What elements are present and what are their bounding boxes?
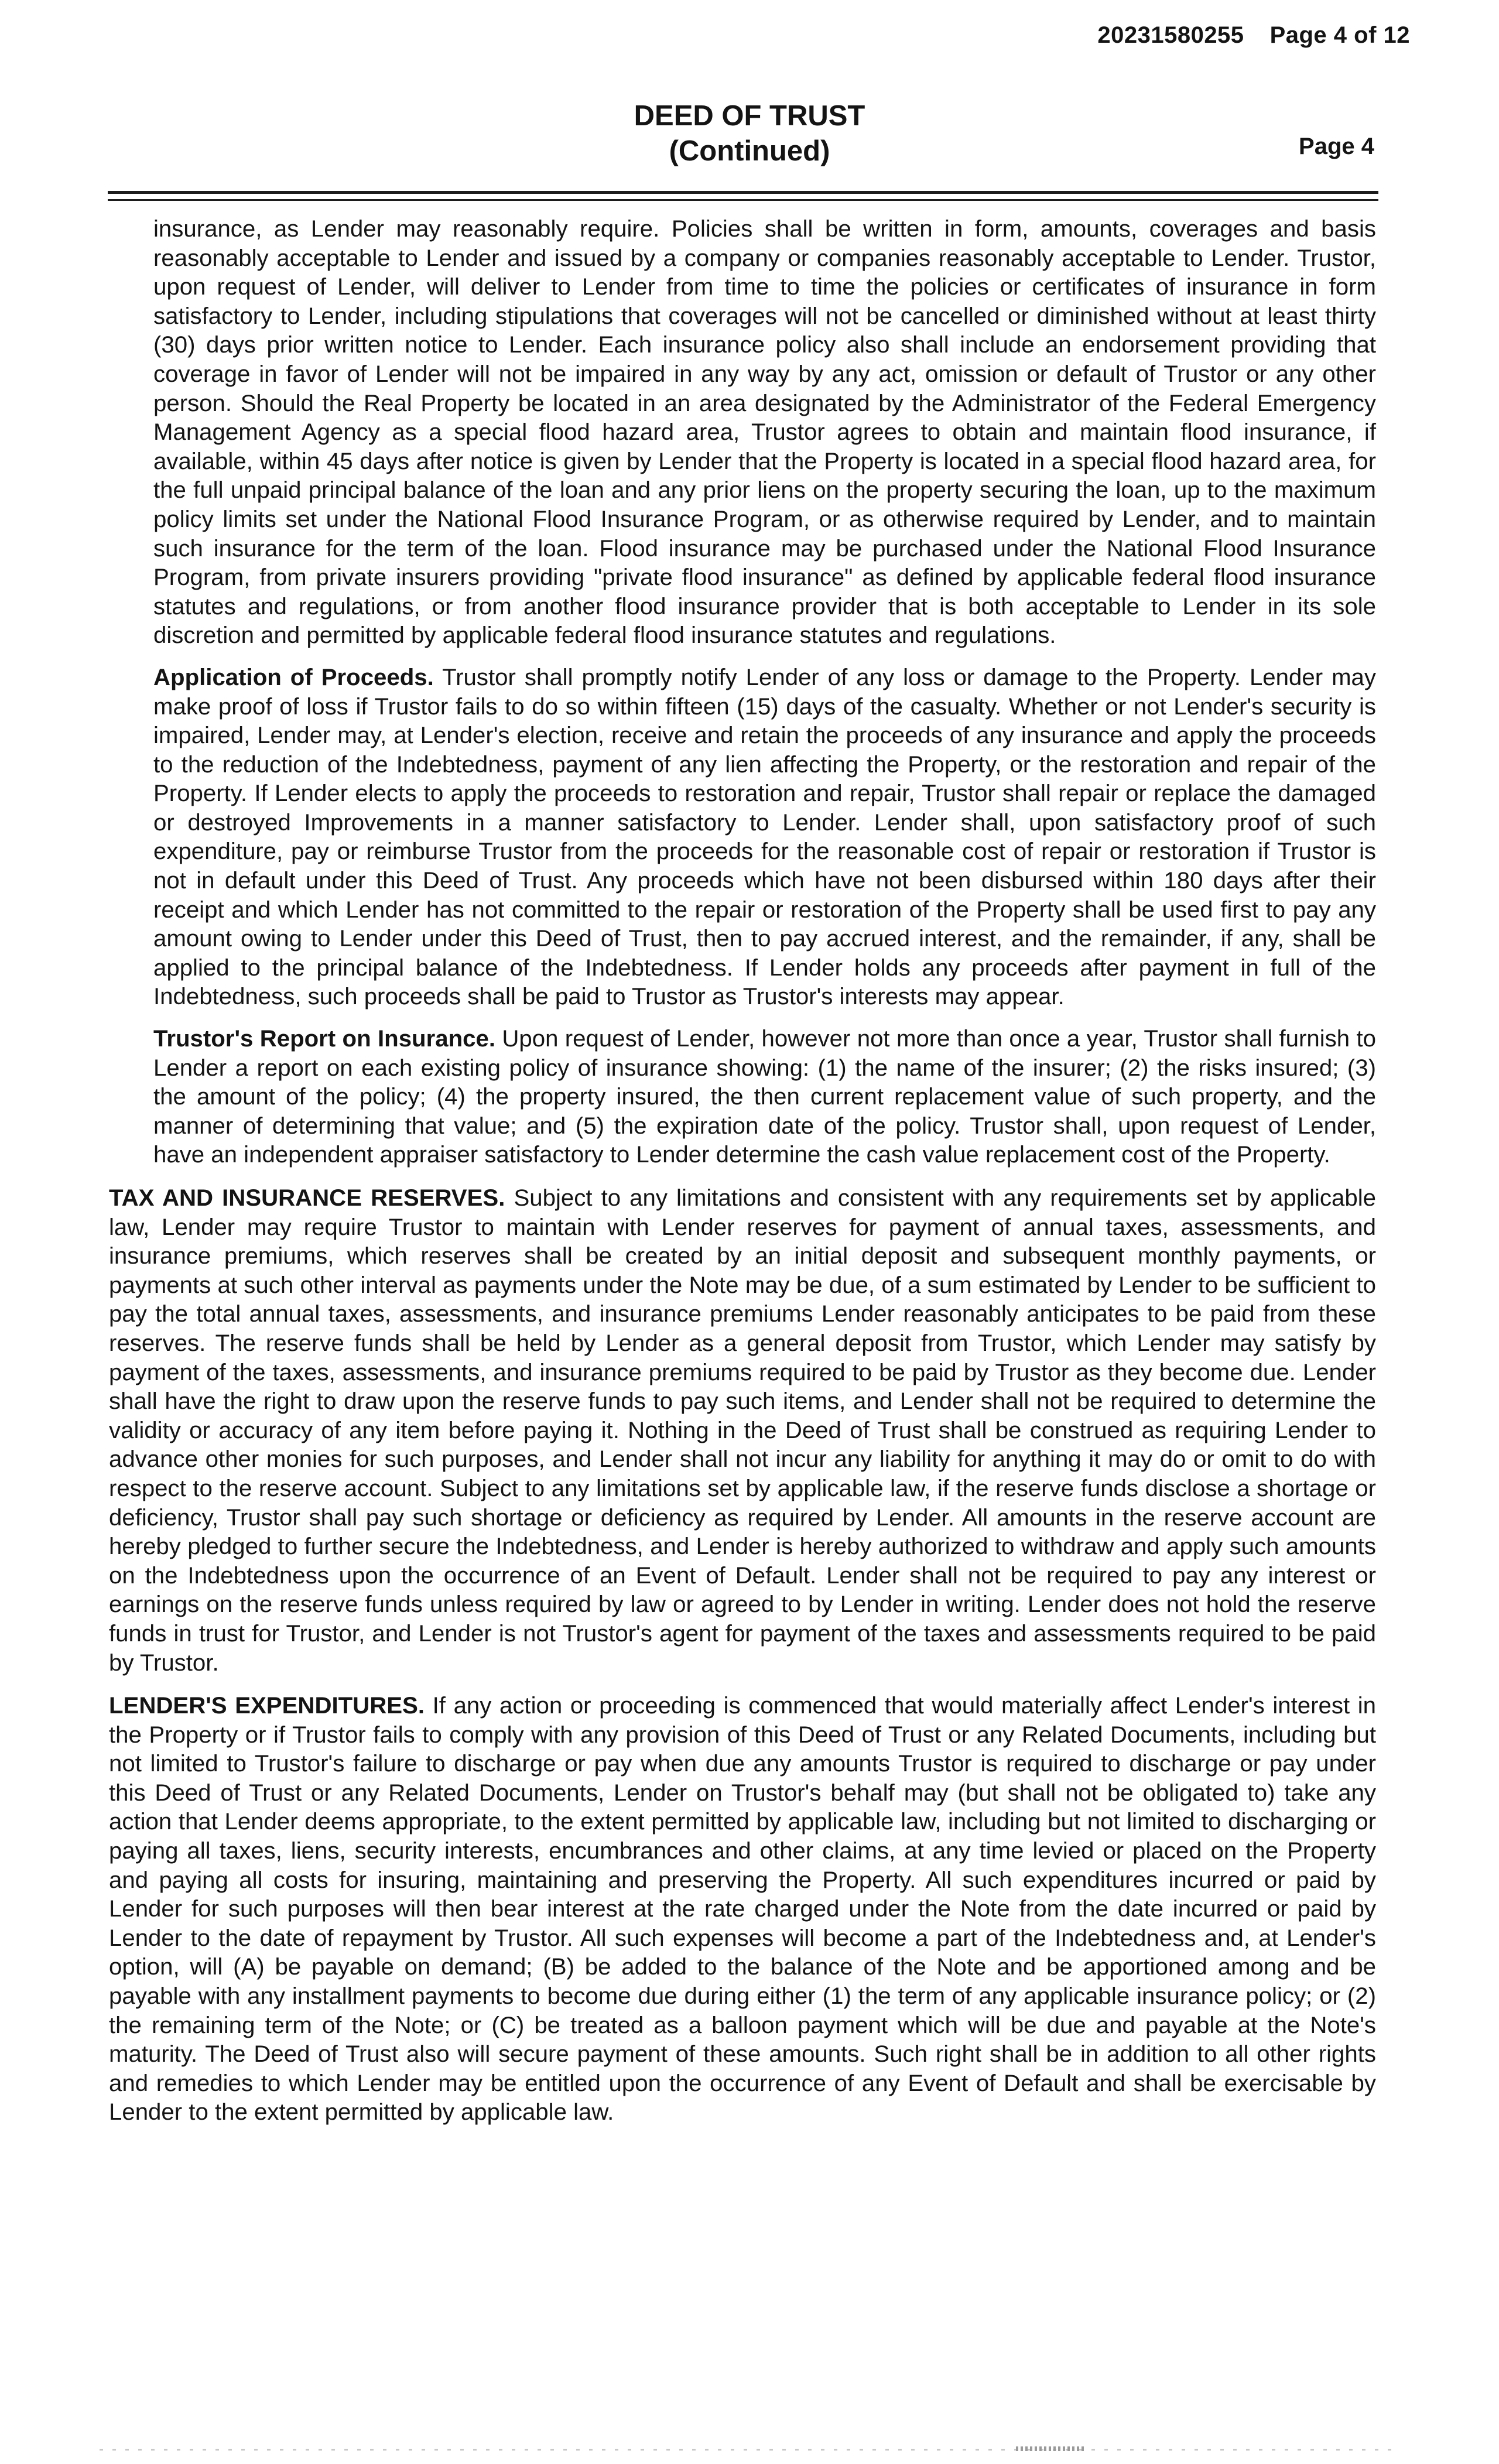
- recording-info: [1097, 22, 1410, 49]
- recording-page: Page 4 of 12: [1269, 22, 1410, 48]
- tax-insurance-reserves-paragraph: [109, 1183, 1376, 1677]
- trustors-report-paragraph: [109, 1024, 1376, 1169]
- lenders-expenditures-paragraph: [109, 1691, 1376, 2127]
- document-subtitle: (Continued): [669, 135, 830, 167]
- recording-number: 20231580255: [1097, 22, 1244, 48]
- document-body: [109, 214, 1376, 2127]
- tax-insurance-reserves-heading: TAX AND INSURANCE RESERVES.: [109, 1185, 505, 1211]
- trustors-report-heading: Trustor's Report on Insurance.: [153, 1025, 495, 1052]
- lenders-expenditures-text: If any action or proceeding is commenced that would materially affect Lender's interest in the Property or if Trustor fails to comply with any provision of this Deed of Trust or any Related Documents, including but not limited to Trustor's failure to discharge or pay when due any amounts Trustor is required to discharge or pay under this Deed of Trust or any Related Documents, Lender on Trustor's behalf may (but shall not be obligated to) take any action that Lender deems appropriate, to the extent permitted by applicable law, including but not limited to discharging or paying all taxes, liens, security interests, encumbrances and other claims, at any time levied or placed on the Property and paying all costs for insuring, maintaining and preserving the Property. All such expenditures incurred or paid by Lender for such purposes will then bear interest at the rate charged under the Note from the date incurred or paid by Lender to the date of repayment by Trustor. All such expenses will become a part of the Indebtedness and, at Lender's option, will (A) be payable on demand; (B) be added to the balance of the Note and be apportioned among and be payable with any installment payments to become due during either (1) the term of any applicable insurance policy; or (2) the remaining term of the Note; or (C) be treated as a balloon payment which will be due and payable at the Note's maturity. The Deed of Trust also will secure payment of these amounts. Such right shall be in addition to all other rights and remedies to which Lender may be entitled upon the occurrence of any Event of Default and shall be exercisable by Lender to the extent permitted by applicable law.: [109, 1692, 1376, 2126]
- header-rule-top: [108, 191, 1378, 194]
- scan-artifact-mark: [1016, 2446, 1086, 2451]
- application-of-proceeds-text: Trustor shall promptly notify Lender of any loss or damage to the Property. Lender may make proof of loss if Trustor fails to do so within fifteen (15) days of the casualty. Whether or not Lender's security is impaired, Lender may, at Lender's election, receive and retain the proceeds of any insurance and apply the proceeds to the reduction of the Indebtedness, payment of any lien affecting the Property, or the restoration and repair of the Property. If Lender elects to apply the proceeds to restoration and repair, Trustor shall repair or replace the damaged or destroyed Improvements in a manner satisfactory to Lender. Lender shall, upon satisfactory proof of such expenditure, pay or reimburse Trustor from the proceeds for the reasonable cost of repair or restoration if Trustor is not in default under this Deed of Trust. Any proceeds which have not been disbursed within 180 days after their receipt and which Lender has not committed to the repair or restoration of the Property shall be used first to pay any amount owing to Lender under this Deed of Trust, then to pay accrued interest, and the remainder, if any, shall be applied to the principal balance of the Indebtedness. If Lender holds any proceeds after payment in full of the Indebtedness, such proceeds shall be paid to Trustor as Trustor's interests may appear.: [153, 663, 1376, 1010]
- lenders-expenditures-heading: LENDER'S EXPENDITURES.: [109, 1692, 425, 1719]
- insurance-continued-paragraph: insurance, as Lender may reasonably require. Policies shall be written in form, amounts, coverages and basis reasonably acceptable to Lender and issued by a company or companies reasonably acceptable to Lender. Trustor, upon request of Lender, will deliver to Lender from time to time the policies or certificates of insurance in form satisfactory to Lender, including stipulations that coverages will not be cancelled or diminished without at least thirty (30) days prior written notice to Lender. Each insurance policy also shall include an endorsement providing that coverage in favor of Lender will not be impaired in any way by any act, omission or default of Trustor or any other person. Should the Real Property be located in an area designated by the Administrator of the Federal Emergency Management Agency as a special flood hazard area, Trustor agrees to obtain and maintain flood insurance, if available, within 45 days after notice is given by Lender that the Property is located in a special flood hazard area, for the full unpaid principal balance of the loan and any prior liens on the property securing the loan, up to the maximum policy limits set under the National Flood Insurance Program, or as otherwise required by Lender, and to maintain such insurance for the term of the loan. Flood insurance may be purchased under the National Flood Insurance Program, from private insurers providing "private flood insurance" as defined by applicable federal flood insurance statutes and regulations, or from another flood insurance provider that is both acceptable to Lender in its sole discretion and permitted by applicable federal flood insurance statutes and regulations.: [153, 215, 1376, 649]
- document-title: DEED OF TRUST: [634, 100, 865, 132]
- application-of-proceeds-paragraph: [109, 663, 1376, 1011]
- trustors-report-text: Upon request of Lender, however not more than once a year, Trustor shall furnish to Lender a report on each existing policy of insurance showing: (1) the name of the insurer; (2) the risks insured; (3) the amount of the policy; (4) the property insured, the then current replacement value of such property, and the manner of determining that value; and (5) the expiration date of the policy. Trustor shall, upon request of Lender, have an independent appraiser satisfactory to Lender determine the cash value replacement cost of the Property.: [153, 1025, 1376, 1168]
- header-rule-bottom: [108, 199, 1378, 201]
- page-label: Page 4: [1299, 134, 1374, 159]
- tax-insurance-reserves-text: Subject to any limitations and consistent with any requirements set by applicable law, Lender may require Trustor to maintain with Lender reserves for payment of annual taxes, assessments, and insurance premiums, which reserves shall be created by an initial deposit and subsequent monthly payments, or payments at such other interval as payments under the Note may be due, of a sum estimated by Lender to be sufficient to pay the total annual taxes, assessments, and insurance premiums Lender reasonably anticipates to be paid from these reserves. The reserve funds shall be held by Lender as a general deposit from Trustor, which Lender may satisfy by payment of the taxes, assessments, and insurance premiums required to be paid by Trustor as they become due. Lender shall have the right to draw upon the reserve funds to pay such items, and Lender shall not be required to determine the validity or accuracy of any item before paying it. Nothing in the Deed of Trust shall be construed as requiring Lender to advance other monies for such purposes, and Lender shall not incur any liability for anything it may do or omit to do with respect to the reserve account. Subject to any limitations set by applicable law, if the reserve funds disclose a shortage or deficiency, Trustor shall pay such shortage or deficiency as required by Lender. All amounts in the reserve account are hereby pledged to further secure the Indebtedness, and Lender is hereby authorized to withdraw and apply such amounts on the Indebtedness upon the occurrence of an Event of Default. Lender shall not be required to pay any interest or earnings on the reserve funds unless required by law or agreed to by Lender in writing. Lender does not hold the reserve funds in trust for Trustor, and Lender is not Trustor's agent for payment of the taxes and assessments required to be paid by Trustor.: [109, 1185, 1377, 1676]
- application-of-proceeds-heading: Application of Proceeds.: [153, 663, 434, 690]
- scan-artifact-line: [100, 2449, 1399, 2451]
- document-header: [0, 98, 1499, 169]
